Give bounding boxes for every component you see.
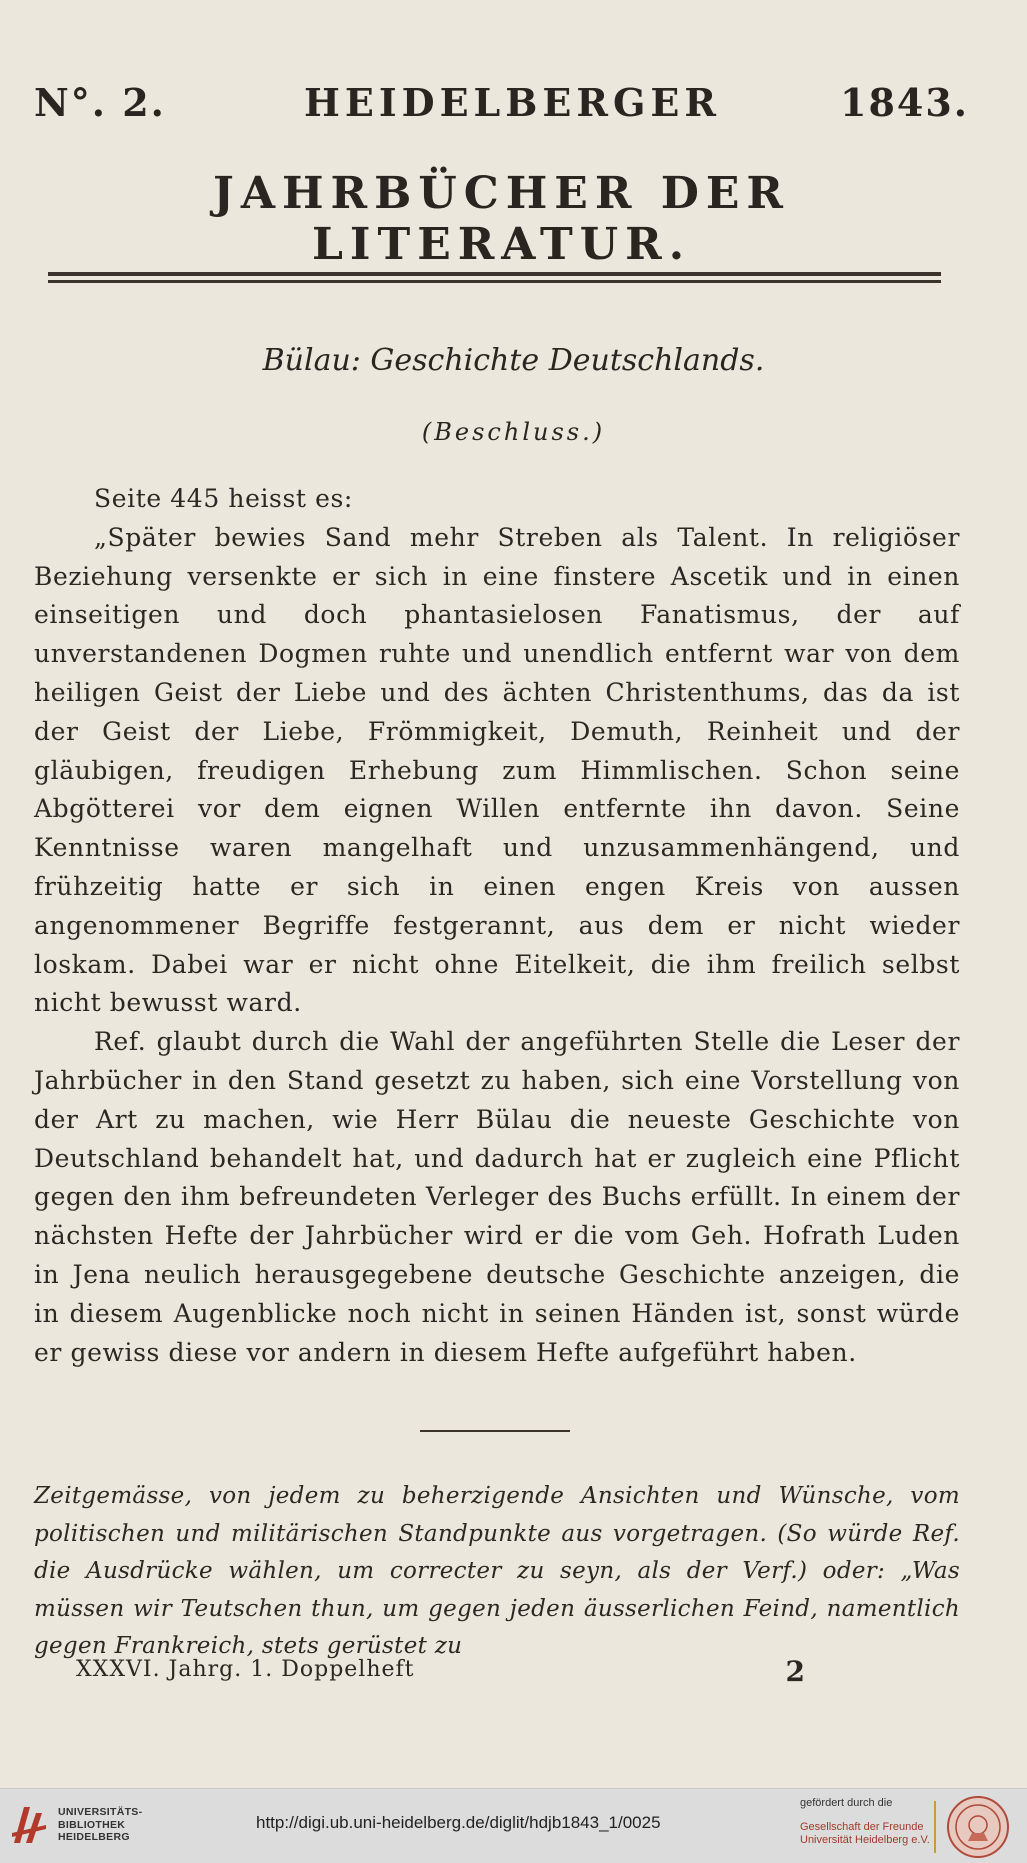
sheet-signature xyxy=(76,1657,806,1693)
paragraph: Ref. glaubt durch die Wahl der angeführten Stelle die Leser der Jahrbücher in den Stand gesetzt zu haben, sich eine Vorstellung von der Art zu machen, wie Herr Bülau die neueste Geschichte von Deutschland behandelt hat, und dadurch hat er zugleich eine Pflicht gegen den ihm befreundeten Verleger des Buchs erfüllt. In einem der nächsten Hefte der Jahrbücher wird er die vom Geh. Hofrath Luden in Jena neulich herausgegebene deutsche Geschichte anzeigen, die in diesem Augenblicke noch nicht in seinen Händen ist, sonst würde er gewiss diese vor andern in diesem Hefte aufgeführt haben. xyxy=(34,1027,960,1367)
running-header xyxy=(34,80,969,130)
paragraph: Seite 445 heisst es: xyxy=(94,484,353,513)
paragraph: „Später bewies Sand mehr Streben als Talent. In religiöser Beziehung versenkte er sich in eine finstere Ascetik und in einen einseitigen und doch phantasielosen Fanatismus, der auf unverstandenen Dogmen ruhte und unendlich entfernt war von dem heiligen Geist der Liebe und des ächten Christenthums, das da ist der Geist der Liebe, Frömmigkeit, Demuth, Reinheit und der gläubigen, freudigen Erhebung zum Himmlischen. Schon seine Abgötterei vor dem eignen Willen entfernte ihn davon. Seine Kenntnisse waren mangelhaft und unzusammenhängend, und frühzeitig hatte er sich in einen engen Kreis von aussen angenommener Begriffe festgerannt, aus dem er nicht wieder loskam. Dabei war er nicht ohne Eitelkeit, die ihm freilich selbst nicht bewusst ward. xyxy=(34,522,960,1018)
journal-name: HEIDELBERGER xyxy=(304,80,721,125)
publication-year: 1843. xyxy=(840,80,969,125)
footnote-text: Zeitgemässe, von jedem zu beherzigende Ansichten und Wünsche, vom politischen und militärischen Standpunkte aus vorgetragen. (So würde Ref. die Ausdrücke wählen, um correcter zu seyn, als der Verf.) oder: „Was müssen wir Teutschen thun, um gegen jeden äusserlichen Feind, namentlich gegen Frankreich, stets gerüstet zu xyxy=(34,1483,960,1660)
journal-subtitle: JAHRBÜCHER DER LITERATUR. xyxy=(213,168,790,270)
issue-number: N°. 2. xyxy=(34,80,166,125)
sponsor-divider xyxy=(934,1801,936,1853)
header-rule xyxy=(48,272,941,283)
library-name[interactable]: UNIVERSITÄTS- BIBLIOTHEK HEIDELBERG xyxy=(58,1806,143,1843)
sheet-number: 2 xyxy=(785,1655,806,1688)
university-seal-icon xyxy=(946,1795,1010,1859)
article-subtitle: (Beschluss.) xyxy=(421,418,606,446)
article-title: Bülau: Geschichte Deutschlands. xyxy=(262,343,765,378)
signature-text: XXXVI. Jahrg. 1. Doppelheft xyxy=(76,1657,415,1682)
sponsor-label: gefördert durch die xyxy=(800,1797,893,1809)
university-library-logo-icon[interactable] xyxy=(10,1803,48,1847)
body-text xyxy=(34,480,960,1372)
permalink-url[interactable]: http://digi.ub.uni-heidelberg.de/diglit/hdjb1843_1/0025 xyxy=(256,1813,661,1832)
digitization-footer xyxy=(0,1788,1027,1863)
sponsor-name[interactable]: Gesellschaft der Freunde Universität Heidelberg e.V. xyxy=(800,1821,930,1846)
section-divider xyxy=(420,1430,570,1432)
